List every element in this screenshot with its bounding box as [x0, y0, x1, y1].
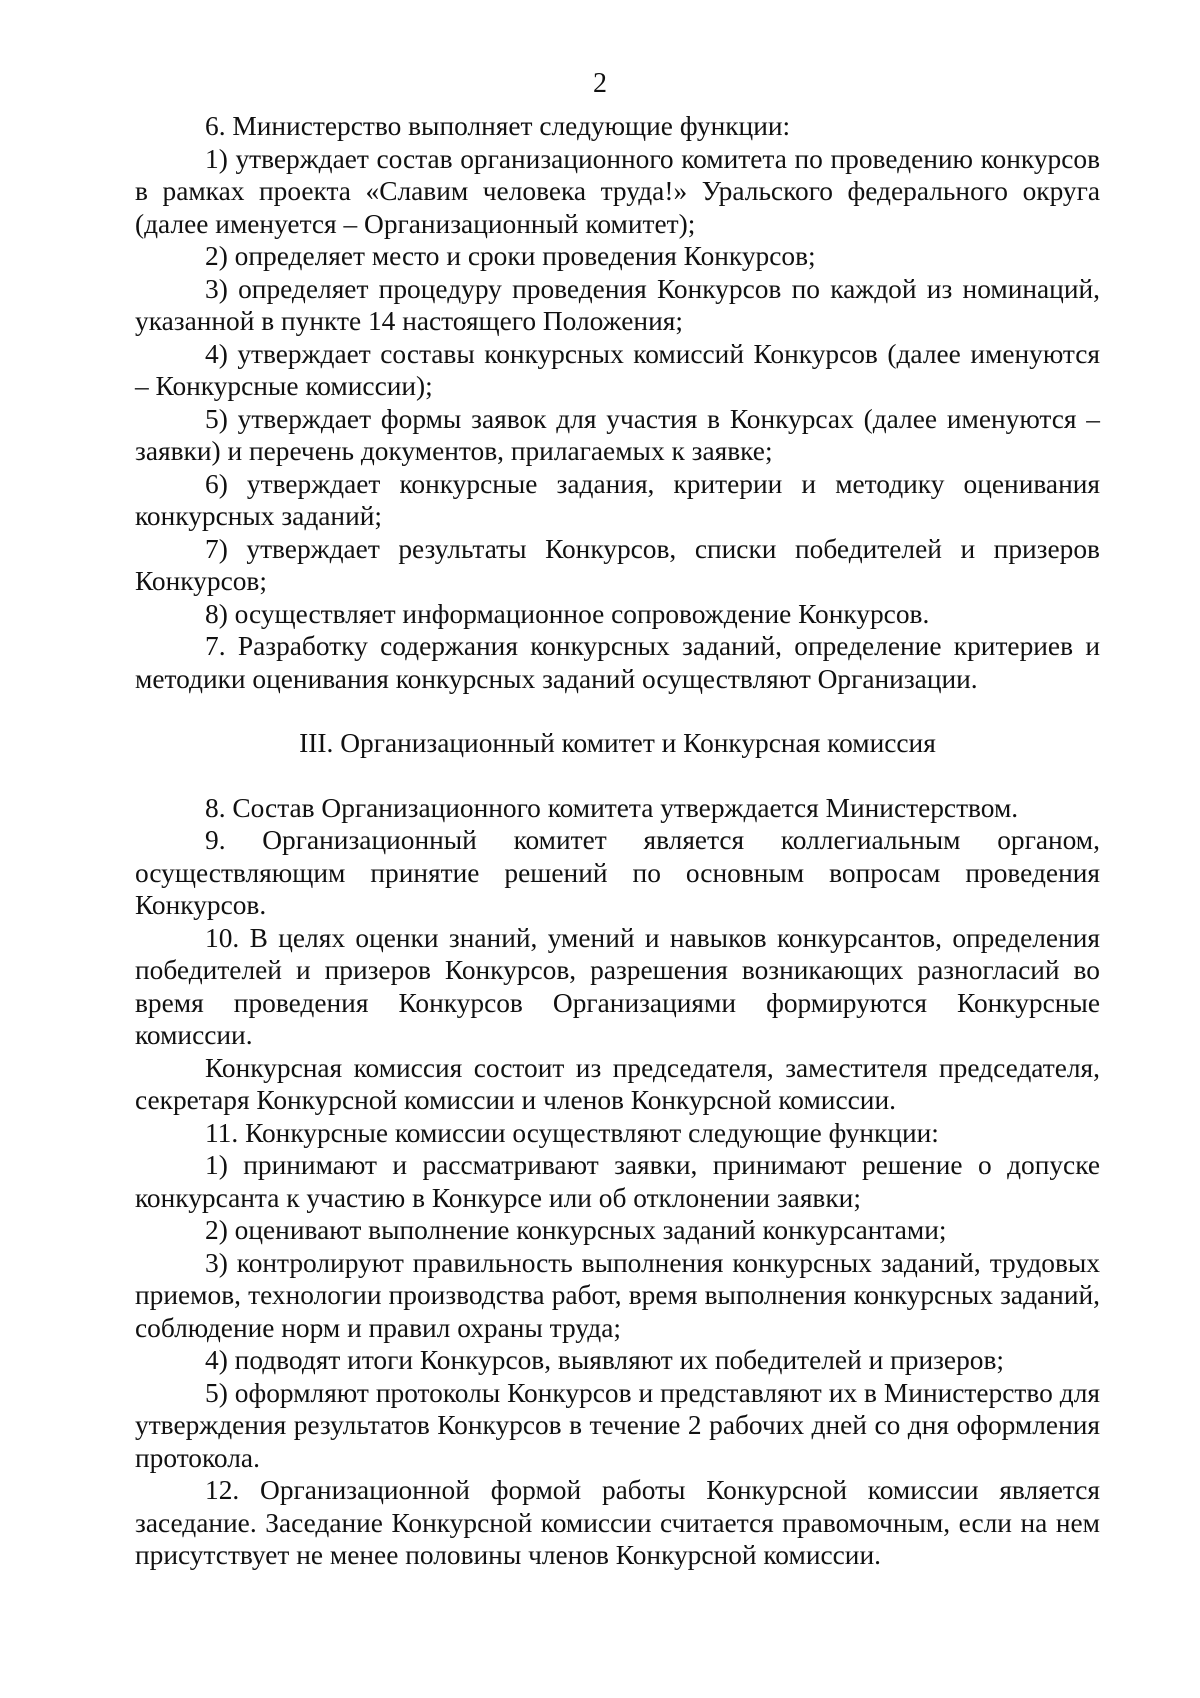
paragraph-8: 8. Состав Организационного комитета утверждается Министерством. — [205, 792, 1019, 823]
list-item-6-3: 3) определяет процедуру проведения Конкурсов по каждой из номинаций, указанной в пункте 14 настоящего Положения; — [135, 273, 1100, 336]
document-body — [135, 110, 1100, 1572]
paragraph-11: 11. Конкурсные комиссии осуществляют следующие функции: — [205, 1117, 939, 1148]
list-item-6-1: 1) утверждает состав организационного комитета по проведению конкурсов в рамках проекта «Славим человека труда!» Уральского федерального округа (далее именуется – Организационный комитет); — [135, 143, 1100, 239]
page-number: 2 — [593, 68, 607, 99]
list-item-6-2: 2) определяет место и сроки проведения Конкурсов; — [205, 241, 816, 271]
list-item-11-4: 4) подводят итоги Конкурсов, выявляют их победителей и призеров; — [205, 1345, 1005, 1375]
list-item-11-3: 3) контролируют правильность выполнения конкурсных заданий, трудовых приемов, технологии производства работ, время выполнения конкурсных заданий, соблюдение норм и правил охраны труда; — [135, 1247, 1100, 1343]
list-item-6-7: 7) утверждает результаты Конкурсов, списки победителей и призеров Конкурсов; — [135, 533, 1100, 596]
paragraph-6: 6. Министерство выполняет следующие функции: — [205, 111, 791, 141]
list-item-6-8: 8) осуществляет информационное сопровождение Конкурсов. — [205, 598, 930, 629]
list-item-6-5: 5) утверждает формы заявок для участия в Конкурсах (далее именуются – заявки) и перечень документов, прилагаемых к заявке; — [135, 403, 1100, 466]
paragraph-9: 9. Организационный комитет является коллегиальным органом, осуществляющим принятие решений по основным вопросам проведения Конкурсов. — [135, 825, 1100, 920]
list-item-11-1: 1) принимают и рассматривают заявки, принимают решение о допуске конкурсанта к участию в Конкурсе или об отклонении заявки; — [135, 1150, 1100, 1213]
paragraph-10-continued: Конкурсная комиссия состоит из председателя, заместителя председателя, секретаря Конкурсной комиссии и членов Конкурсной комиссии. — [135, 1052, 1100, 1115]
paragraph-7: 7. Разработку содержания конкурсных заданий, определение критериев и методики оценивания конкурсных заданий осуществляют Организации. — [135, 631, 1100, 694]
paragraph-12: 12. Организационной формой работы Конкурсной комиссии является заседание. Заседание Конкурсной комиссии считается правомочным, если на нем присутствует не менее половины членов Конкурсной комиссии. — [135, 1475, 1100, 1570]
list-item-11-5: 5) оформляют протоколы Конкурсов и представляют их в Министерство для утверждения результатов Конкурсов в течение 2 рабочих дней со дня оформления протокола. — [135, 1377, 1100, 1473]
list-item-6-6: 6) утверждает конкурсные задания, критерии и методику оценивания конкурсных заданий; — [135, 468, 1100, 531]
list-item-11-2: 2) оценивают выполнение конкурсных заданий конкурсантами; — [205, 1215, 947, 1245]
paragraph-10: 10. В целях оценки знаний, умений и навыков конкурсантов, определения победителей и призеров Конкурсов, разрешения возникающих разногласий во время проведения Конкурсов Организациями формируются Конкурсные комиссии. — [135, 922, 1100, 1050]
section-heading: III. Организационный комитет и Конкурсная комиссия — [299, 728, 936, 758]
list-item-6-4: 4) утверждает составы конкурсных комиссий Конкурсов (далее именуются – Конкурсные комиссии); — [135, 338, 1100, 401]
